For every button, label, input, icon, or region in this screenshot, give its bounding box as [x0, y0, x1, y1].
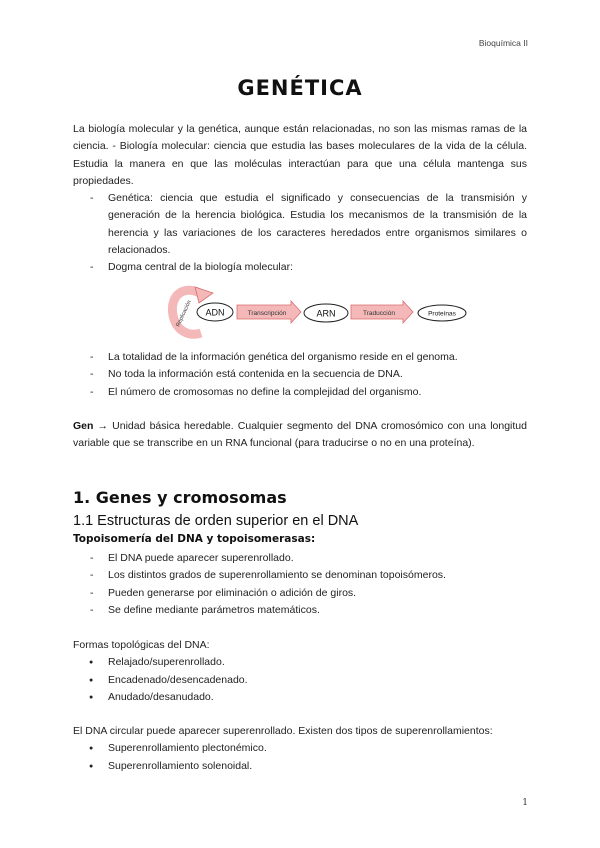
list-item: - El DNA puede aparecer superenrollado.	[73, 550, 527, 567]
section-heading: 1. Genes y cromosomas	[73, 488, 287, 507]
gen-arrow: →	[97, 420, 109, 432]
list-item: ● Superenrollamiento solenoidal.	[73, 758, 527, 775]
forms-block	[73, 637, 527, 706]
list-item: ● Superenrollamiento plectonémico.	[73, 740, 527, 757]
circular-block	[73, 723, 527, 775]
node-arn-label: ARN	[316, 308, 336, 319]
facts-list	[73, 349, 527, 401]
list-item: - No toda la información está contenida en la secuencia de DNA.	[73, 366, 527, 383]
replication-label: Replicación	[175, 299, 193, 328]
circular-intro: El DNA circular puede aparecer superenrollado. Existen dos tipos de superenrollamientos:	[73, 725, 493, 737]
list-item: - Dogma central de la biología molecular:	[73, 259, 527, 276]
list-item: ● Encadenado/desencadenado.	[73, 672, 527, 689]
forms-list	[73, 654, 527, 706]
list-item: - Genética: ciencia que estudia el significado y consecuencias de la transmisión y generación de la herencia biológica. Estudia los mecanismos de la transmisión de la herencia y las variaciones de los caracteres heredados entre organismos similares o relacionados.	[73, 190, 527, 259]
page-header-subject: Bioquímica II	[478, 38, 528, 48]
intro-list	[73, 190, 527, 276]
translation-label: Traducción	[363, 310, 395, 317]
list-item: - Se define mediante parámetros matemáticos.	[73, 602, 527, 619]
central-dogma-diagram	[165, 281, 470, 341]
page-title: GENÉTICA	[237, 76, 363, 100]
topo-block	[73, 550, 527, 619]
gen-term: Gen	[73, 420, 94, 432]
page-number: 1	[522, 798, 528, 808]
list-item: - Los distintos grados de superenrollamiento se denominan topoisómeros.	[73, 567, 527, 584]
subsection-heading: 1.1 Estructuras de orden superior en el DNA	[73, 513, 359, 529]
list-item: - Pueden generarse por eliminación o adición de giros.	[73, 585, 527, 602]
forms-intro: Formas topológicas del DNA:	[73, 639, 210, 651]
list-item: ● Anudado/desanudado.	[73, 689, 527, 706]
topo-list	[73, 550, 527, 619]
facts-block	[73, 349, 527, 401]
list-item: ● Relajado/superenrollado.	[73, 654, 527, 671]
gen-definition-text: Unidad básica heredable. Cualquier segmento del DNA cromosómico con una longitud variable que se transcribe en un RNA funcional (para traducirse o no en una proteína).	[73, 420, 527, 450]
intro-block	[73, 121, 527, 277]
node-proteinas-label: Proteínas	[428, 310, 456, 318]
list-item: - El número de cromosomas no define la complejidad del organismo.	[73, 384, 527, 401]
transcription-label: Transcripción	[247, 310, 287, 317]
list-item: - La totalidad de la información genética del organismo reside en el genoma.	[73, 349, 527, 366]
node-adn-label: ADN	[205, 307, 225, 318]
replication-loop-head	[195, 287, 213, 303]
circular-list	[73, 740, 527, 775]
gen-definition	[73, 418, 527, 453]
intro-paragraph: La biología molecular y la genética, aunque están relacionadas, no son las mismas ramas de la ciencia. - Biología molecular: ciencia que estudia las bases moleculares de la vida de la célula. Estudia la manera en que las moléculas interactúan para que una célula mantenga sus propiedades.	[73, 123, 527, 187]
topoisomeria-heading: Topoisomería del DNA y topoisomerasas:	[73, 533, 316, 545]
